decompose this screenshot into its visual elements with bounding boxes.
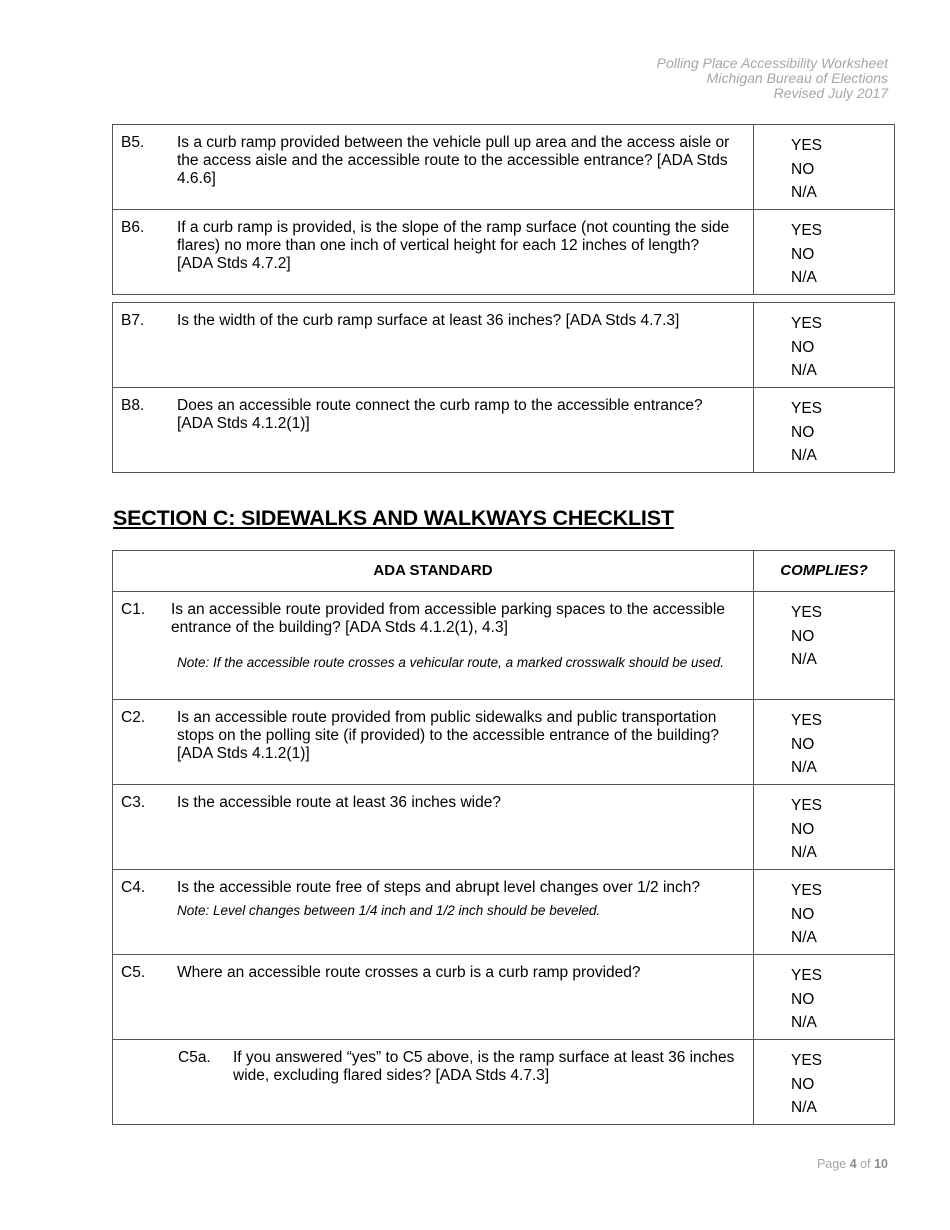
option-na[interactable]: N/A — [791, 929, 817, 946]
table-row — [113, 388, 895, 473]
option-yes[interactable]: YES — [791, 797, 823, 814]
option-na[interactable]: N/A — [791, 1014, 817, 1031]
option-na[interactable]: N/A — [791, 1099, 817, 1116]
question-text: Where an accessible route crosses a curb is a curb ramp provided? — [177, 964, 641, 981]
option-no[interactable]: NO — [791, 245, 815, 263]
question-text: Does an accessible route connect the curb ramp to the accessible entrance? [ADA Stds 4.1.2(1)] — [177, 397, 703, 432]
document-header — [657, 56, 888, 101]
answer-options — [754, 592, 894, 672]
column-header-complies: COMPLIES? — [780, 562, 868, 579]
question-text: If you answered “yes” to C5 above, is the ramp surface at least 36 inches wide, excluding flared sides? [ADA Stds 4.7.3] — [233, 1049, 735, 1084]
answer-options — [754, 125, 894, 205]
table-row — [113, 955, 895, 1040]
question-number: C1. — [121, 601, 146, 618]
option-no[interactable]: NO — [791, 735, 815, 753]
option-na[interactable]: N/A — [791, 759, 817, 776]
option-yes[interactable]: YES — [791, 137, 823, 154]
table-row — [113, 1040, 895, 1125]
table-row — [113, 125, 895, 210]
option-no[interactable]: NO — [791, 423, 815, 441]
option-no[interactable]: NO — [791, 820, 815, 838]
answer-options — [754, 303, 894, 383]
table-row — [113, 785, 895, 870]
option-no[interactable]: NO — [791, 1075, 815, 1093]
question-text: Is a curb ramp provided between the vehicle pull up area and the access aisle or the access aisle and the accessible route to the accessible entrance? [ADA Stds 4.6.6] — [177, 134, 730, 187]
question-number: B8. — [121, 397, 145, 414]
page-label: Page — [817, 1157, 847, 1171]
page-footer — [817, 1157, 888, 1171]
question-number: C2. — [121, 709, 146, 726]
option-no[interactable]: NO — [791, 627, 815, 645]
header-agency: Michigan Bureau of Elections — [706, 70, 888, 86]
option-na[interactable]: N/A — [791, 184, 817, 201]
header-title: Polling Place Accessibility Worksheet — [656, 55, 888, 71]
table-row — [113, 592, 895, 700]
question-text: Is the accessible route at least 36 inches wide? — [177, 794, 501, 811]
table-row — [113, 210, 895, 295]
column-header-standard: ADA STANDARD — [373, 562, 493, 579]
answer-options — [754, 700, 894, 780]
answer-options — [754, 785, 894, 865]
question-text: If a curb ramp is provided, is the slope of the ramp surface (not counting the side flares) no more than one inch of vertical height for each 12 inches of length? [ADA Stds 4.7.2] — [177, 219, 730, 272]
answer-options — [754, 955, 894, 1035]
option-no[interactable]: NO — [791, 338, 815, 356]
question-note: Note: If the accessible route crosses a vehicular route, a marked crosswalk should be used. — [177, 655, 725, 670]
option-no[interactable]: NO — [791, 905, 815, 923]
answer-options — [754, 1040, 894, 1120]
question-number: C3. — [121, 794, 146, 811]
option-yes[interactable]: YES — [791, 315, 823, 332]
option-yes[interactable]: YES — [791, 222, 823, 239]
question-number: B5. — [121, 134, 145, 151]
question-number: C5a. — [178, 1049, 211, 1066]
option-yes[interactable]: YES — [791, 882, 823, 899]
question-text: Is the width of the curb ramp surface at least 36 inches? [ADA Stds 4.7.3] — [177, 312, 680, 329]
option-na[interactable]: N/A — [791, 362, 817, 379]
option-na[interactable]: N/A — [791, 447, 817, 464]
option-yes[interactable]: YES — [791, 400, 823, 417]
option-no[interactable]: NO — [791, 990, 815, 1008]
question-number: B6. — [121, 219, 145, 236]
question-text: Is an accessible route provided from accessible parking spaces to the accessible entrance of the building? [ADA Stds 4.1.2(1), 4.3] — [171, 601, 725, 636]
option-no[interactable]: NO — [791, 160, 815, 178]
table-row — [113, 700, 895, 785]
question-number: C4. — [121, 879, 146, 896]
option-yes[interactable]: YES — [791, 1052, 823, 1069]
option-na[interactable]: N/A — [791, 844, 817, 861]
section-c-table — [112, 550, 895, 1125]
section-c-title: SECTION C: SIDEWALKS AND WALKWAYS CHECKLIST — [113, 506, 674, 530]
page-total: 10 — [874, 1157, 888, 1171]
answer-options — [754, 870, 894, 950]
answer-options — [754, 210, 894, 290]
table-row — [113, 303, 895, 388]
option-yes[interactable]: YES — [791, 604, 823, 621]
question-text: Is the accessible route free of steps and abrupt level changes over 1/2 inch? — [177, 879, 701, 896]
option-yes[interactable]: YES — [791, 967, 823, 984]
option-na[interactable]: N/A — [791, 269, 817, 286]
question-number: B7. — [121, 312, 145, 329]
table-row — [113, 870, 895, 955]
page-number: 4 — [849, 1157, 857, 1171]
option-na[interactable]: N/A — [791, 651, 817, 668]
of-label: of — [860, 1157, 871, 1171]
answer-options — [754, 388, 894, 468]
option-yes[interactable]: YES — [791, 712, 823, 729]
question-text: Is an accessible route provided from public sidewalks and public transportation stops on the polling site (if provided) to the accessible entrance of the building? [ADA Stds 4.1.2(1)] — [177, 709, 719, 762]
question-number: C5. — [121, 964, 146, 981]
table-header-row — [113, 551, 895, 592]
header-revision: Revised July 2017 — [773, 85, 888, 101]
question-note: Note: Level changes between 1/4 inch and 1/2 inch should be beveled. — [177, 903, 601, 918]
section-b-table-1 — [112, 124, 895, 295]
section-b-table-2 — [112, 302, 895, 473]
